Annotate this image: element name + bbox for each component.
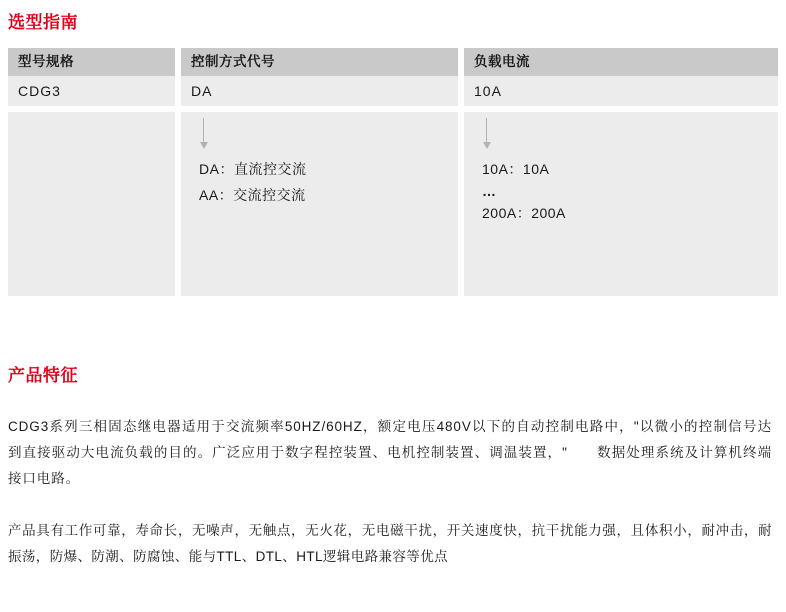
control-mode-list (191, 156, 448, 208)
list-item: 10A：10A (482, 161, 550, 177)
column-code-value: CDG3 (8, 76, 175, 106)
guide-columns (8, 48, 778, 296)
down-arrow-icon (199, 118, 208, 152)
product-features-body (8, 400, 772, 583)
column-detail-body (8, 112, 175, 296)
selection-guide-title: 选型指南 (8, 13, 78, 32)
list-item-ellipsis: … (482, 183, 498, 199)
column-header: 控制方式代号 (181, 48, 458, 76)
column-detail-body (464, 112, 778, 296)
column-header: 负载电流 (464, 48, 778, 76)
feature-paragraph-1: CDG3系列三相固态继电器适用于交流频率50HZ/60HZ，额定电压480V以下的自动控制电路中，"以微小的控制信号达到直接驱动大电流负载的目的。广泛应用于数字程控装置、电机控制装置、调温装置，" 数据处理系统及计算机终端接口电路。 (8, 418, 772, 486)
column-code-value: DA (181, 76, 458, 106)
column-detail-body (181, 112, 458, 296)
guide-column-load-current (464, 48, 778, 296)
selection-guide-table (8, 48, 778, 296)
load-current-list (474, 156, 768, 226)
list-item: AA：交流控交流 (199, 187, 306, 203)
list-item: DA：直流控交流 (199, 161, 307, 177)
feature-paragraph-2: 产品具有工作可靠，寿命长，无噪声，无触点，无火花，无电磁干扰，开关速度快，抗干扰能力强，且体积小，耐冲击，耐振荡，防爆、防潮、防腐蚀、能与TTL、DTL、HTL逻辑电路兼容等优点 (8, 522, 772, 564)
product-features-title: 产品特征 (8, 366, 78, 385)
guide-column-control-mode (181, 48, 458, 296)
column-code-value: 10A (464, 76, 778, 106)
guide-column-model (8, 48, 175, 296)
column-header: 型号规格 (8, 48, 175, 76)
down-arrow-icon (482, 118, 491, 152)
list-item: 200A：200A (482, 205, 566, 221)
